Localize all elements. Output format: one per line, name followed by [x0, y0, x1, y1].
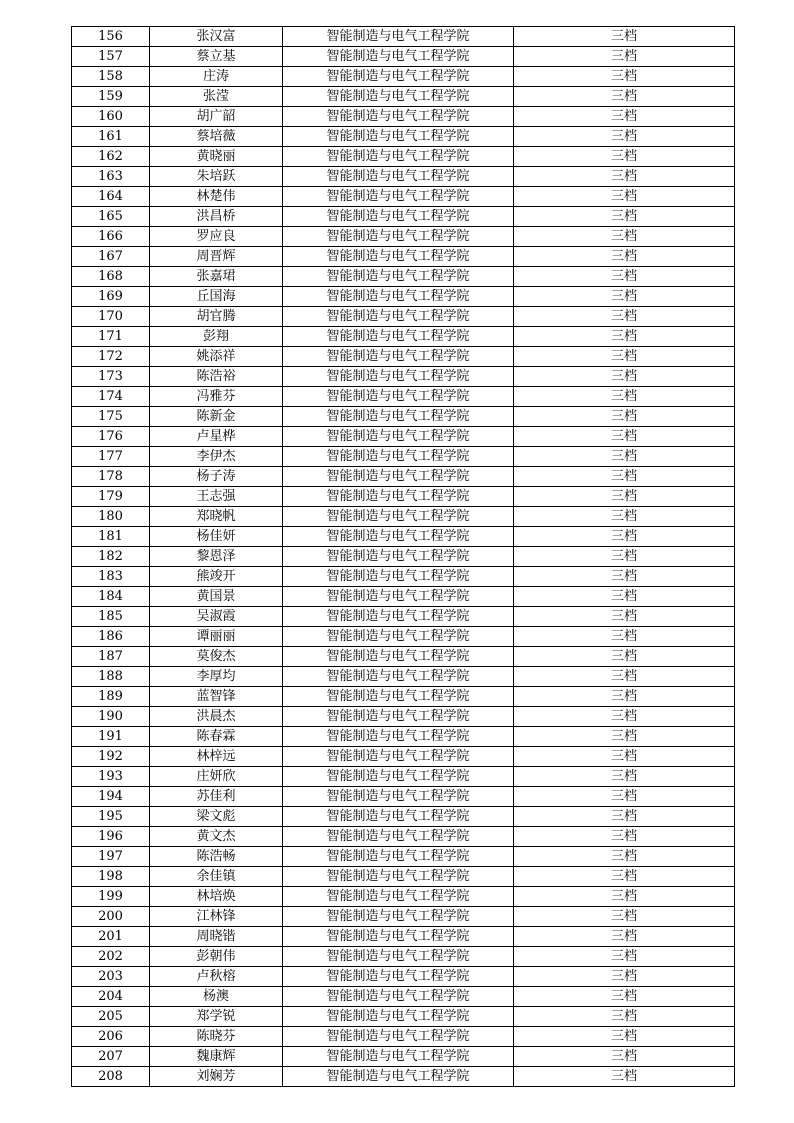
table-row — [72, 1007, 735, 1027]
table-row — [72, 287, 735, 307]
student-name-cell: 梁文彪 — [150, 807, 283, 827]
college-cell: 智能制造与电气工程学院 — [283, 1027, 514, 1047]
student-name-cell: 苏佳利 — [150, 787, 283, 807]
table-row — [72, 807, 735, 827]
level-cell: 三档 — [514, 347, 735, 367]
student-name-cell: 张滢 — [150, 87, 283, 107]
college-cell: 智能制造与电气工程学院 — [283, 127, 514, 147]
college-cell: 智能制造与电气工程学院 — [283, 887, 514, 907]
college-cell: 智能制造与电气工程学院 — [283, 747, 514, 767]
table-row — [72, 647, 735, 667]
row-number-cell: 167 — [72, 247, 150, 267]
college-cell: 智能制造与电气工程学院 — [283, 567, 514, 587]
student-name-cell: 黄国景 — [150, 587, 283, 607]
table-row — [72, 667, 735, 687]
table-row — [72, 107, 735, 127]
level-cell: 三档 — [514, 87, 735, 107]
student-name-cell: 陈晓芬 — [150, 1027, 283, 1047]
level-cell: 三档 — [514, 527, 735, 547]
student-name-cell: 莫俊杰 — [150, 647, 283, 667]
college-cell: 智能制造与电气工程学院 — [283, 207, 514, 227]
college-cell: 智能制造与电气工程学院 — [283, 787, 514, 807]
roster-table — [71, 26, 735, 1087]
table-row — [72, 27, 735, 47]
roster-table-body — [72, 27, 735, 1087]
table-row — [72, 147, 735, 167]
college-cell: 智能制造与电气工程学院 — [283, 67, 514, 87]
college-cell: 智能制造与电气工程学院 — [283, 327, 514, 347]
student-name-cell: 洪晨杰 — [150, 707, 283, 727]
row-number-cell: 193 — [72, 767, 150, 787]
student-name-cell: 郑学锐 — [150, 1007, 283, 1027]
row-number-cell: 163 — [72, 167, 150, 187]
student-name-cell: 姚添祥 — [150, 347, 283, 367]
level-cell: 三档 — [514, 947, 735, 967]
row-number-cell: 170 — [72, 307, 150, 327]
student-name-cell: 王志强 — [150, 487, 283, 507]
table-row — [72, 347, 735, 367]
table-row — [72, 687, 735, 707]
level-cell: 三档 — [514, 427, 735, 447]
row-number-cell: 197 — [72, 847, 150, 867]
row-number-cell: 199 — [72, 887, 150, 907]
student-name-cell: 周晋辉 — [150, 247, 283, 267]
student-name-cell: 朱培跃 — [150, 167, 283, 187]
row-number-cell: 196 — [72, 827, 150, 847]
college-cell: 智能制造与电气工程学院 — [283, 987, 514, 1007]
student-name-cell: 庄涛 — [150, 67, 283, 87]
student-name-cell: 黄晓丽 — [150, 147, 283, 167]
college-cell: 智能制造与电气工程学院 — [283, 547, 514, 567]
table-row — [72, 987, 735, 1007]
table-row — [72, 527, 735, 547]
row-number-cell: 190 — [72, 707, 150, 727]
level-cell: 三档 — [514, 307, 735, 327]
row-number-cell: 180 — [72, 507, 150, 527]
level-cell: 三档 — [514, 247, 735, 267]
student-name-cell: 彭翔 — [150, 327, 283, 347]
college-cell: 智能制造与电气工程学院 — [283, 807, 514, 827]
student-name-cell: 刘娴芳 — [150, 1067, 283, 1087]
college-cell: 智能制造与电气工程学院 — [283, 47, 514, 67]
college-cell: 智能制造与电气工程学院 — [283, 347, 514, 367]
student-name-cell: 胡广韶 — [150, 107, 283, 127]
student-name-cell: 罗应良 — [150, 227, 283, 247]
row-number-cell: 200 — [72, 907, 150, 927]
level-cell: 三档 — [514, 727, 735, 747]
row-number-cell: 207 — [72, 1047, 150, 1067]
level-cell: 三档 — [514, 787, 735, 807]
level-cell: 三档 — [514, 967, 735, 987]
level-cell: 三档 — [514, 567, 735, 587]
table-row — [72, 427, 735, 447]
row-number-cell: 157 — [72, 47, 150, 67]
table-row — [72, 907, 735, 927]
level-cell: 三档 — [514, 927, 735, 947]
row-number-cell: 195 — [72, 807, 150, 827]
level-cell: 三档 — [514, 707, 735, 727]
college-cell: 智能制造与电气工程学院 — [283, 367, 514, 387]
table-row — [72, 467, 735, 487]
student-name-cell: 陈新金 — [150, 407, 283, 427]
level-cell: 三档 — [514, 467, 735, 487]
table-row — [72, 787, 735, 807]
student-name-cell: 卢星桦 — [150, 427, 283, 447]
row-number-cell: 203 — [72, 967, 150, 987]
student-name-cell: 彭朝伟 — [150, 947, 283, 967]
row-number-cell: 208 — [72, 1067, 150, 1087]
table-row — [72, 707, 735, 727]
table-row — [72, 887, 735, 907]
level-cell: 三档 — [514, 367, 735, 387]
level-cell: 三档 — [514, 607, 735, 627]
level-cell: 三档 — [514, 167, 735, 187]
table-row — [72, 927, 735, 947]
level-cell: 三档 — [514, 867, 735, 887]
student-name-cell: 谭丽丽 — [150, 627, 283, 647]
level-cell: 三档 — [514, 267, 735, 287]
level-cell: 三档 — [514, 1027, 735, 1047]
table-row — [72, 207, 735, 227]
college-cell: 智能制造与电气工程学院 — [283, 187, 514, 207]
college-cell: 智能制造与电气工程学院 — [283, 467, 514, 487]
row-number-cell: 165 — [72, 207, 150, 227]
student-name-cell: 蔡培薇 — [150, 127, 283, 147]
college-cell: 智能制造与电气工程学院 — [283, 1007, 514, 1027]
student-name-cell: 张嘉珺 — [150, 267, 283, 287]
college-cell: 智能制造与电气工程学院 — [283, 107, 514, 127]
table-row — [72, 127, 735, 147]
level-cell: 三档 — [514, 147, 735, 167]
table-row — [72, 627, 735, 647]
row-number-cell: 206 — [72, 1027, 150, 1047]
college-cell: 智能制造与电气工程学院 — [283, 947, 514, 967]
college-cell: 智能制造与电气工程学院 — [283, 727, 514, 747]
table-row — [72, 367, 735, 387]
student-name-cell: 杨佳妍 — [150, 527, 283, 547]
table-row — [72, 387, 735, 407]
college-cell: 智能制造与电气工程学院 — [283, 447, 514, 467]
row-number-cell: 194 — [72, 787, 150, 807]
table-row — [72, 747, 735, 767]
row-number-cell: 174 — [72, 387, 150, 407]
college-cell: 智能制造与电气工程学院 — [283, 427, 514, 447]
student-name-cell: 林培焕 — [150, 887, 283, 907]
student-name-cell: 周晓锴 — [150, 927, 283, 947]
student-name-cell: 郑晓帆 — [150, 507, 283, 527]
row-number-cell: 169 — [72, 287, 150, 307]
row-number-cell: 179 — [72, 487, 150, 507]
student-name-cell: 陈浩裕 — [150, 367, 283, 387]
row-number-cell: 204 — [72, 987, 150, 1007]
row-number-cell: 188 — [72, 667, 150, 687]
table-row — [72, 187, 735, 207]
college-cell: 智能制造与电气工程学院 — [283, 287, 514, 307]
college-cell: 智能制造与电气工程学院 — [283, 927, 514, 947]
row-number-cell: 192 — [72, 747, 150, 767]
row-number-cell: 171 — [72, 327, 150, 347]
student-name-cell: 蓝智锋 — [150, 687, 283, 707]
table-row — [72, 827, 735, 847]
college-cell: 智能制造与电气工程学院 — [283, 827, 514, 847]
student-name-cell: 张汉富 — [150, 27, 283, 47]
student-name-cell: 冯雅芬 — [150, 387, 283, 407]
college-cell: 智能制造与电气工程学院 — [283, 1047, 514, 1067]
college-cell: 智能制造与电气工程学院 — [283, 407, 514, 427]
level-cell: 三档 — [514, 187, 735, 207]
college-cell: 智能制造与电气工程学院 — [283, 507, 514, 527]
student-name-cell: 林楚伟 — [150, 187, 283, 207]
row-number-cell: 166 — [72, 227, 150, 247]
table-row — [72, 947, 735, 967]
student-name-cell: 丘国海 — [150, 287, 283, 307]
level-cell: 三档 — [514, 327, 735, 347]
level-cell: 三档 — [514, 647, 735, 667]
level-cell: 三档 — [514, 287, 735, 307]
table-row — [72, 967, 735, 987]
student-name-cell: 卢秋榕 — [150, 967, 283, 987]
level-cell: 三档 — [514, 47, 735, 67]
college-cell: 智能制造与电气工程学院 — [283, 267, 514, 287]
college-cell: 智能制造与电气工程学院 — [283, 307, 514, 327]
row-number-cell: 156 — [72, 27, 150, 47]
college-cell: 智能制造与电气工程学院 — [283, 627, 514, 647]
college-cell: 智能制造与电气工程学院 — [283, 967, 514, 987]
college-cell: 智能制造与电气工程学院 — [283, 167, 514, 187]
student-name-cell: 余佳镇 — [150, 867, 283, 887]
level-cell: 三档 — [514, 207, 735, 227]
student-name-cell: 杨子涛 — [150, 467, 283, 487]
table-row — [72, 407, 735, 427]
student-name-cell: 林梓远 — [150, 747, 283, 767]
student-name-cell: 黄文杰 — [150, 827, 283, 847]
level-cell: 三档 — [514, 547, 735, 567]
table-row — [72, 67, 735, 87]
level-cell: 三档 — [514, 1067, 735, 1087]
level-cell: 三档 — [514, 667, 735, 687]
college-cell: 智能制造与电气工程学院 — [283, 527, 514, 547]
college-cell: 智能制造与电气工程学院 — [283, 247, 514, 267]
table-row — [72, 607, 735, 627]
level-cell: 三档 — [514, 847, 735, 867]
row-number-cell: 175 — [72, 407, 150, 427]
table-row — [72, 227, 735, 247]
college-cell: 智能制造与电气工程学院 — [283, 867, 514, 887]
table-row — [72, 1047, 735, 1067]
table-row — [72, 847, 735, 867]
row-number-cell: 198 — [72, 867, 150, 887]
level-cell: 三档 — [514, 987, 735, 1007]
level-cell: 三档 — [514, 827, 735, 847]
table-row — [72, 507, 735, 527]
student-name-cell: 魏康辉 — [150, 1047, 283, 1067]
row-number-cell: 159 — [72, 87, 150, 107]
row-number-cell: 177 — [72, 447, 150, 467]
table-row — [72, 47, 735, 67]
table-row — [72, 487, 735, 507]
row-number-cell: 185 — [72, 607, 150, 627]
row-number-cell: 182 — [72, 547, 150, 567]
row-number-cell: 187 — [72, 647, 150, 667]
level-cell: 三档 — [514, 1047, 735, 1067]
student-name-cell: 熊竣开 — [150, 567, 283, 587]
level-cell: 三档 — [514, 907, 735, 927]
table-row — [72, 447, 735, 467]
level-cell: 三档 — [514, 387, 735, 407]
level-cell: 三档 — [514, 587, 735, 607]
row-number-cell: 164 — [72, 187, 150, 207]
college-cell: 智能制造与电气工程学院 — [283, 1067, 514, 1087]
row-number-cell: 168 — [72, 267, 150, 287]
college-cell: 智能制造与电气工程学院 — [283, 847, 514, 867]
college-cell: 智能制造与电气工程学院 — [283, 647, 514, 667]
table-row — [72, 327, 735, 347]
row-number-cell: 191 — [72, 727, 150, 747]
row-number-cell: 158 — [72, 67, 150, 87]
row-number-cell: 178 — [72, 467, 150, 487]
row-number-cell: 181 — [72, 527, 150, 547]
level-cell: 三档 — [514, 27, 735, 47]
level-cell: 三档 — [514, 747, 735, 767]
level-cell: 三档 — [514, 887, 735, 907]
table-row — [72, 87, 735, 107]
row-number-cell: 202 — [72, 947, 150, 967]
level-cell: 三档 — [514, 127, 735, 147]
college-cell: 智能制造与电气工程学院 — [283, 147, 514, 167]
college-cell: 智能制造与电气工程学院 — [283, 27, 514, 47]
level-cell: 三档 — [514, 227, 735, 247]
level-cell: 三档 — [514, 687, 735, 707]
table-row — [72, 567, 735, 587]
level-cell: 三档 — [514, 767, 735, 787]
student-name-cell: 李伊杰 — [150, 447, 283, 467]
level-cell: 三档 — [514, 507, 735, 527]
college-cell: 智能制造与电气工程学院 — [283, 667, 514, 687]
level-cell: 三档 — [514, 107, 735, 127]
table-row — [72, 727, 735, 747]
table-row — [72, 247, 735, 267]
row-number-cell: 161 — [72, 127, 150, 147]
student-name-cell: 江林锋 — [150, 907, 283, 927]
student-name-cell: 杨澳 — [150, 987, 283, 1007]
table-row — [72, 1027, 735, 1047]
row-number-cell: 205 — [72, 1007, 150, 1027]
college-cell: 智能制造与电气工程学院 — [283, 767, 514, 787]
level-cell: 三档 — [514, 1007, 735, 1027]
student-name-cell: 李厚均 — [150, 667, 283, 687]
row-number-cell: 172 — [72, 347, 150, 367]
college-cell: 智能制造与电气工程学院 — [283, 607, 514, 627]
row-number-cell: 186 — [72, 627, 150, 647]
college-cell: 智能制造与电气工程学院 — [283, 587, 514, 607]
college-cell: 智能制造与电气工程学院 — [283, 907, 514, 927]
table-row — [72, 867, 735, 887]
level-cell: 三档 — [514, 807, 735, 827]
row-number-cell: 160 — [72, 107, 150, 127]
table-row — [72, 267, 735, 287]
level-cell: 三档 — [514, 67, 735, 87]
college-cell: 智能制造与电气工程学院 — [283, 227, 514, 247]
college-cell: 智能制造与电气工程学院 — [283, 687, 514, 707]
college-cell: 智能制造与电气工程学院 — [283, 87, 514, 107]
level-cell: 三档 — [514, 487, 735, 507]
table-row — [72, 587, 735, 607]
student-name-cell: 黎恩泽 — [150, 547, 283, 567]
college-cell: 智能制造与电气工程学院 — [283, 707, 514, 727]
student-name-cell: 庄妍欣 — [150, 767, 283, 787]
student-name-cell: 胡官腾 — [150, 307, 283, 327]
table-row — [72, 767, 735, 787]
student-name-cell: 陈春霖 — [150, 727, 283, 747]
row-number-cell: 162 — [72, 147, 150, 167]
student-name-cell: 洪昌桥 — [150, 207, 283, 227]
row-number-cell: 176 — [72, 427, 150, 447]
table-row — [72, 307, 735, 327]
college-cell: 智能制造与电气工程学院 — [283, 487, 514, 507]
table-row — [72, 547, 735, 567]
level-cell: 三档 — [514, 627, 735, 647]
row-number-cell: 184 — [72, 587, 150, 607]
level-cell: 三档 — [514, 407, 735, 427]
table-row — [72, 167, 735, 187]
student-name-cell: 蔡立基 — [150, 47, 283, 67]
student-name-cell: 吴淑霞 — [150, 607, 283, 627]
row-number-cell: 189 — [72, 687, 150, 707]
row-number-cell: 173 — [72, 367, 150, 387]
row-number-cell: 183 — [72, 567, 150, 587]
student-name-cell: 陈浩畅 — [150, 847, 283, 867]
row-number-cell: 201 — [72, 927, 150, 947]
level-cell: 三档 — [514, 447, 735, 467]
college-cell: 智能制造与电气工程学院 — [283, 387, 514, 407]
table-row — [72, 1067, 735, 1087]
